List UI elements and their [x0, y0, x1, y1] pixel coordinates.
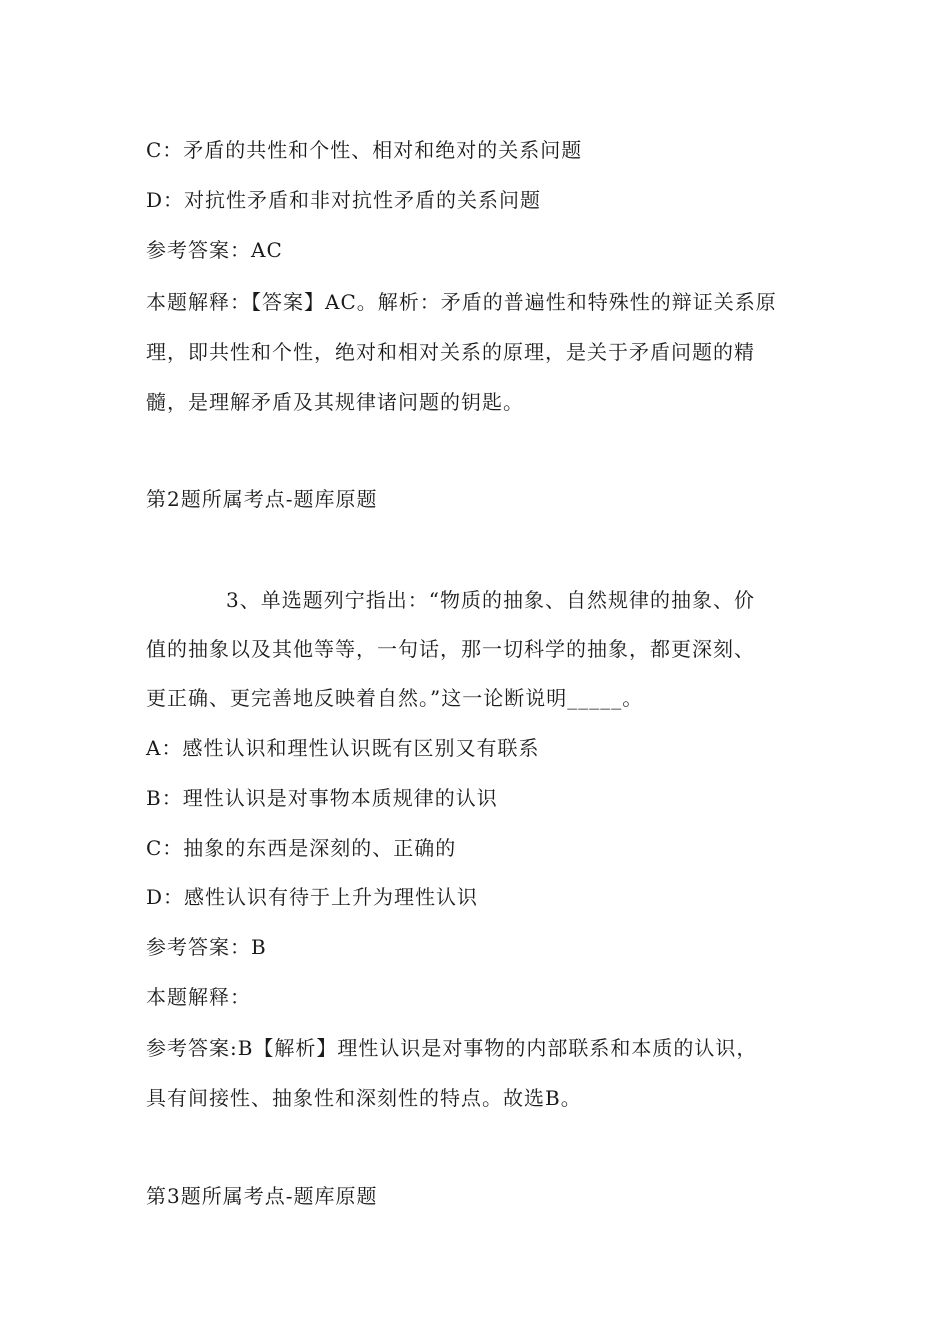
- q2-source: 第2题所属考点-题库原题: [146, 487, 378, 511]
- q3-explanation-label: 本题解释：: [146, 985, 251, 1009]
- q3-answer: 参考答案：B: [146, 935, 267, 959]
- q2-option-c: C：矛盾的共性和个性、相对和绝对的关系问题: [146, 138, 583, 162]
- q3-stem-line-1: 3、单选题列宁指出：“物质的抽象、自然规律的抽象、价: [226, 588, 755, 612]
- q2-explanation-line-1: 本题解释：【答案】AC。解析：矛盾的普遍性和特殊性的辩证关系原: [146, 290, 777, 314]
- q3-option-a: A：感性认识和理性认识既有区别又有联系: [146, 736, 540, 760]
- q3-explanation-line-2: 具有间接性、抽象性和深刻性的特点。故选B。: [146, 1086, 582, 1110]
- q3-stem-line-3: 更正确、更完善地反映着自然。”这一论断说明_____。: [146, 686, 644, 710]
- q3-source: 第3题所属考点-题库原题: [146, 1184, 378, 1208]
- q2-explanation-line-3: 髓，是理解矛盾及其规律诸问题的钥匙。: [146, 390, 524, 414]
- q3-option-c: C：抽象的东西是深刻的、正确的: [146, 836, 457, 860]
- q3-stem-line-2: 值的抽象以及其他等等，一句话，那一切科学的抽象，都更深刻、: [146, 637, 755, 661]
- q3-option-b: B：理性认识是对事物本质规律的认识: [146, 786, 498, 810]
- q3-explanation-line-1: 参考答案:B【解析】理性认识是对事物的内部联系和本质的认识，: [146, 1036, 758, 1060]
- q2-answer: 参考答案：AC: [146, 238, 283, 262]
- q2-option-d: D：对抗性矛盾和非对抗性矛盾的关系问题: [146, 188, 542, 212]
- q2-explanation-line-2: 理，即共性和个性，绝对和相对关系的原理，是关于矛盾问题的精: [146, 340, 755, 364]
- q3-option-d: D：感性认识有待于上升为理性认识: [146, 885, 479, 909]
